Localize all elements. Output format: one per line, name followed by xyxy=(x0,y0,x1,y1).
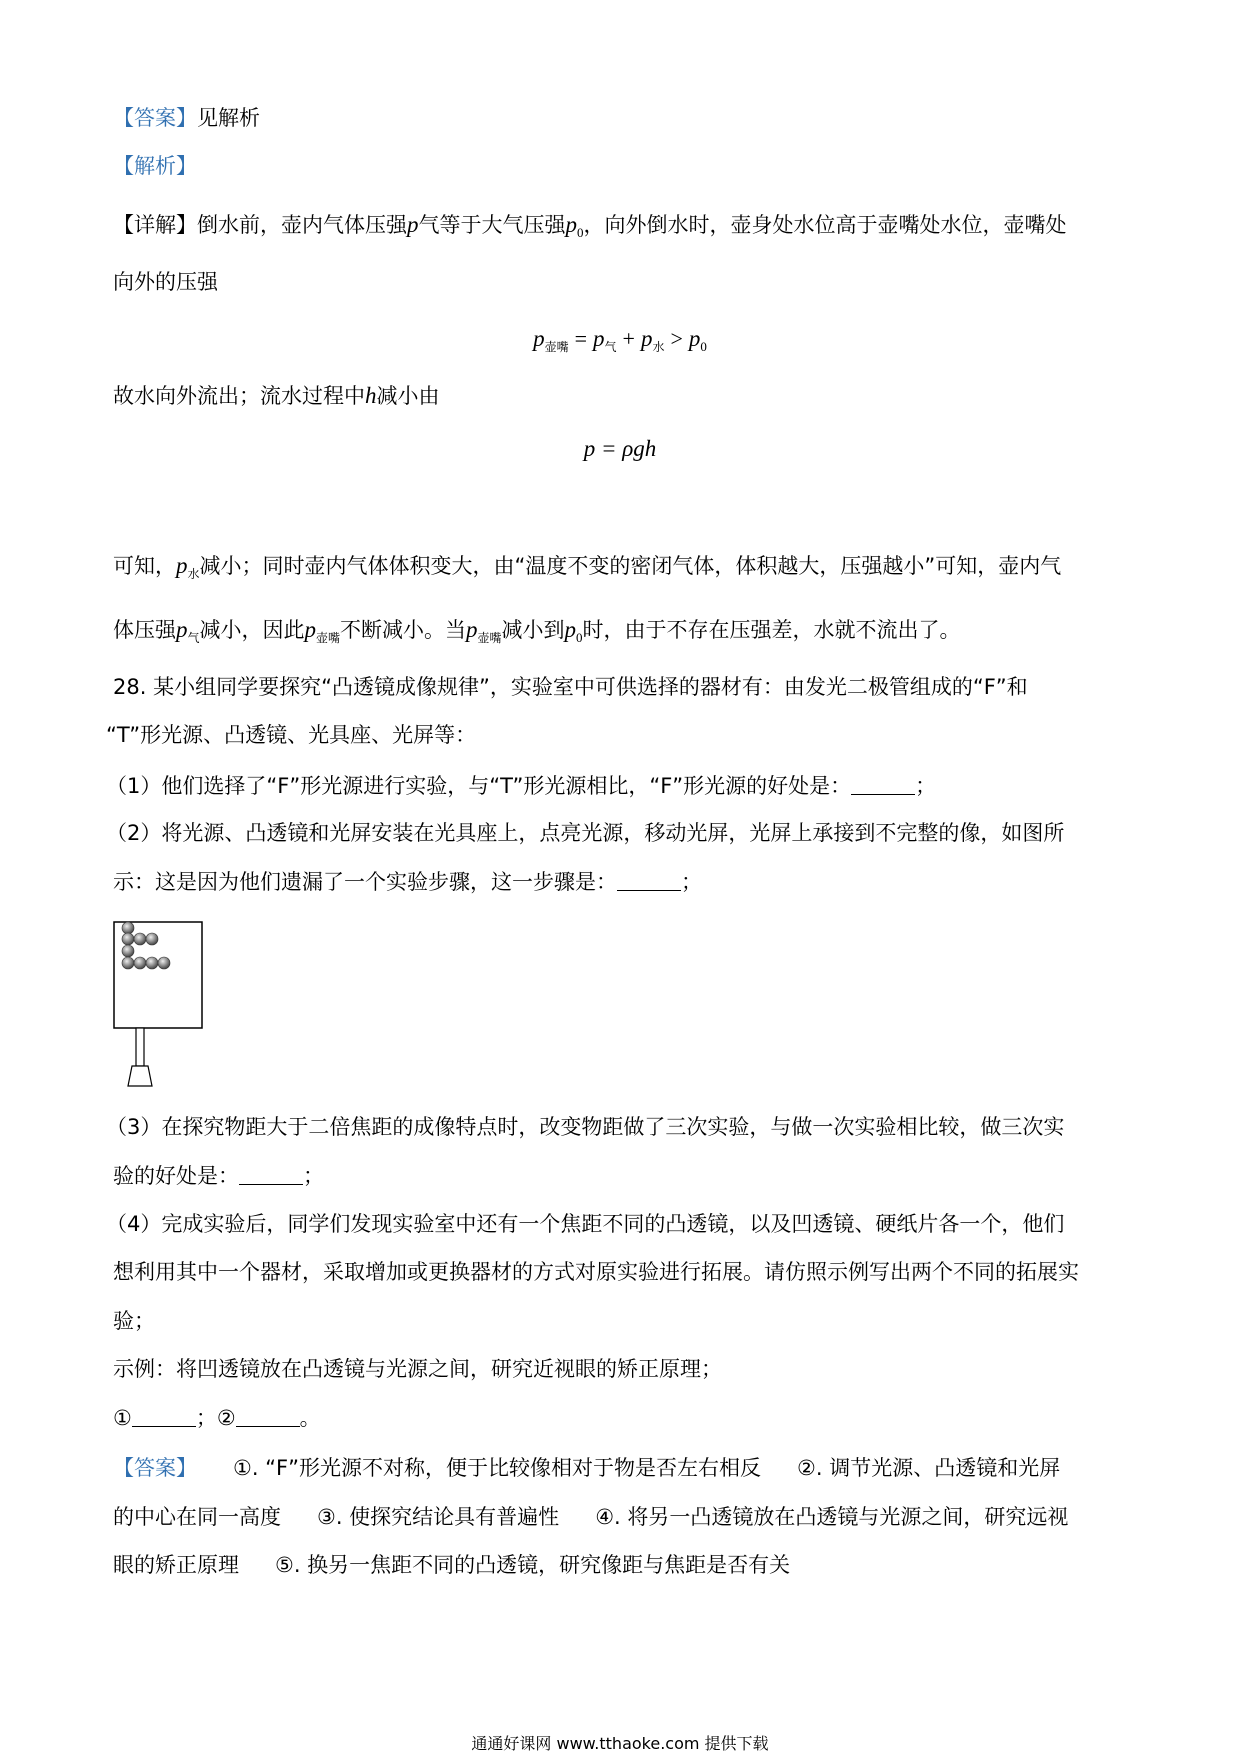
q28-line-2: “T”形光源、凸透镜、光具座、光屏等： xyxy=(106,723,477,747)
text: 故水向外流出；流水过程中 xyxy=(113,384,365,408)
math-sub: 水 xyxy=(187,567,200,581)
answer-line xyxy=(113,105,260,131)
math-op: = xyxy=(574,326,588,351)
q28-part4-line3: 验； xyxy=(113,1309,155,1333)
math-p: p xyxy=(565,212,577,237)
answer-blank xyxy=(132,1406,196,1427)
text: 倒水前，壶内气体压强 xyxy=(197,213,407,237)
detail-label: 【详解】 xyxy=(113,213,197,237)
math-sub: 水 xyxy=(652,340,665,354)
math-sub: 气 xyxy=(187,631,200,645)
page-footer: 通通好课网 www.tthaoke.com 提供下载 xyxy=(471,1734,769,1753)
answer-item: 眼的矫正原理 xyxy=(113,1553,239,1577)
answer-blank xyxy=(851,774,915,795)
detail-line-3 xyxy=(113,383,440,409)
text: ② xyxy=(216,1406,236,1430)
text: ，向外倒水时，壶身处水位高于壶嘴处水位，壶嘴处 xyxy=(583,213,1067,237)
q28-part2-line2 xyxy=(113,869,702,895)
stand-rod xyxy=(136,1028,144,1066)
answer-label: 【答案】 xyxy=(113,106,197,130)
light-screen-figure xyxy=(112,918,212,1090)
q28-line-1: 28. 某小组同学要探究“凸透镜成像规律”，实验室中可供选择的器材有：由发光二极管组成的“F”和 xyxy=(113,675,1028,699)
math-p: p xyxy=(564,617,577,642)
stand-base xyxy=(128,1066,152,1086)
q28-part3-line2 xyxy=(113,1163,324,1189)
text: 时，由于不存在压强差，水就不流出了。 xyxy=(582,618,961,642)
answer-item: ①. “F”形光源不对称，便于比较像相对于物是否左右相反 xyxy=(233,1456,762,1480)
analysis-label: 【解析】 xyxy=(113,154,197,178)
text: 体压强 xyxy=(113,618,176,642)
answer-item: ④. 将另一凸透镜放在凸透镜与光源之间，研究远视 xyxy=(595,1505,1069,1529)
answer-label: 【答案】 xyxy=(113,1456,197,1480)
math-op: + xyxy=(622,326,635,351)
math-sub: 0 xyxy=(576,630,583,645)
text: 减小，因此 xyxy=(199,618,305,642)
answer-text: 见解析 xyxy=(197,106,260,130)
q28-part4-line2: 想利用其中一个器材，采取增加或更换器材的方式对原实验进行拓展。请仿照示例写出两个不同的拓展实 xyxy=(113,1260,1079,1284)
q28-part3-line1: （3）在探究物距大于二倍焦距的成像特点时，改变物距做了三次实验，与做一次实验相比较，做三次实 xyxy=(106,1115,1065,1139)
math-op: > xyxy=(670,326,683,351)
text: ； xyxy=(915,774,937,798)
detail-line-5 xyxy=(113,617,961,651)
math-sub: 气 xyxy=(604,340,617,354)
answer-blank xyxy=(239,1164,303,1185)
math-p: p xyxy=(304,617,317,642)
answer2-line-2 xyxy=(113,1504,1068,1530)
detail-line-4 xyxy=(113,553,1061,587)
answer-item: 的中心在同一高度 xyxy=(113,1505,281,1529)
text: ； xyxy=(195,1406,217,1430)
text: 减小；同时壶内气体体积变大，由“温度不变的密闭气体，体积越大，压强越小”可知，壶内气 xyxy=(199,554,1062,578)
formula-1 xyxy=(0,326,1240,360)
answer2-line-3 xyxy=(113,1552,790,1578)
q28-part2-line1: （2）将光源、凸透镜和光屏安装在光具座上，点亮光源，移动光屏，光屏上承接到不完整的像，如图所 xyxy=(106,821,1065,845)
math-p: p xyxy=(533,326,545,351)
answer-item: ③. 使探究结论具有普遍性 xyxy=(317,1505,560,1529)
text: 。 xyxy=(299,1406,321,1430)
math-sub: 0 xyxy=(700,339,707,354)
math-sub: 0 xyxy=(577,225,584,240)
text: 不断减小。当 xyxy=(340,618,467,642)
math-p: p xyxy=(466,617,478,642)
answer-blank xyxy=(236,1406,300,1427)
detail-line-2: 向外的压强 xyxy=(113,270,218,294)
q28-example: 示例：将凹透镜放在凸透镜与光源之间，研究近视眼的矫正原理； xyxy=(113,1357,722,1381)
text: 验的好处是： xyxy=(113,1164,239,1188)
math-p: p xyxy=(688,326,701,351)
q28-blanks xyxy=(113,1405,321,1431)
math-h: h xyxy=(365,383,377,408)
answer2-line-1 xyxy=(113,1455,1060,1481)
formula-2: p = ρgh xyxy=(583,436,657,461)
detail-line-1 xyxy=(113,212,1067,246)
q28-part1 xyxy=(106,773,936,799)
math-sub: 壶嘴 xyxy=(544,340,569,354)
text: 可知， xyxy=(113,554,176,578)
math-p: p xyxy=(593,326,605,351)
answer-item: ②. 调节光源、凸透镜和光屏 xyxy=(797,1456,1061,1480)
math-p: p xyxy=(640,326,653,351)
text: （1）他们选择了“F”形光源进行实验，与“T”形光源相比，“F”形光源的好处是： xyxy=(106,774,852,798)
math-sub: 壶嘴 xyxy=(316,631,341,645)
answer-blank xyxy=(617,870,681,891)
text: ① xyxy=(113,1406,132,1430)
text: 示：这是因为他们遗漏了一个实验步骤，这一步骤是： xyxy=(113,870,617,894)
text: ； xyxy=(681,870,702,894)
math-sub: 壶嘴 xyxy=(477,631,502,645)
q28-part4-line1: （4）完成实验后，同学们发现实验室中还有一个焦距不同的凸透镜，以及凹透镜、硬纸片各一个，他们 xyxy=(106,1212,1065,1236)
text: 减小到 xyxy=(501,618,565,642)
text: ； xyxy=(303,1164,324,1188)
math-p: p xyxy=(176,617,188,642)
text: 气等于大气压强 xyxy=(418,213,566,237)
answer-item: ⑤. 换另一焦距不同的凸透镜，研究像距与焦距是否有关 xyxy=(275,1553,791,1577)
math-p: p xyxy=(407,212,419,237)
math-p: p xyxy=(176,553,188,578)
text: 减小由 xyxy=(376,384,440,408)
